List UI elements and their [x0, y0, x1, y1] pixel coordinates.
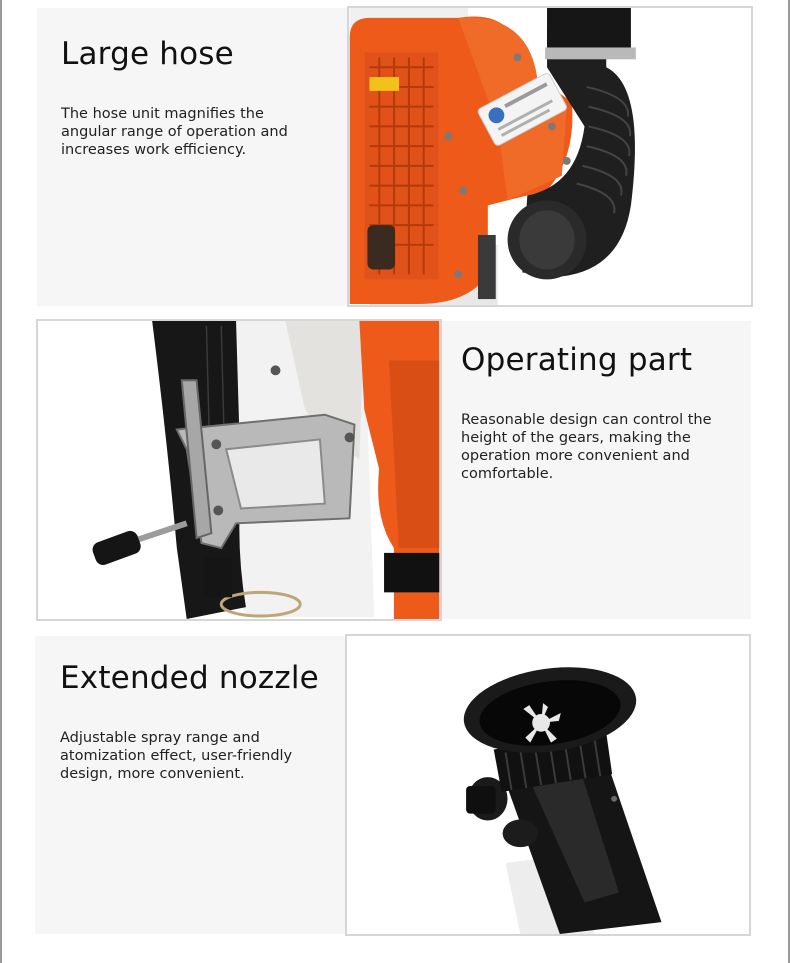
feature-title: Extended nozzle	[60, 660, 319, 696]
feature-description: Adjustable spray range and atomization effect, user-friendly design, more convenient.	[60, 730, 293, 782]
feature-description: Reasonable design can control the height of the gears, making the operation more convenient and comfortable.	[461, 412, 712, 482]
feature-description: The hose unit magnifies the angular range of operation and increases work efficiency.	[61, 106, 288, 158]
feature-title: Operating part	[461, 342, 693, 378]
throttle-lever-photo	[36, 319, 442, 621]
page-frame-left	[0, 0, 2, 963]
spray-nozzle-photo	[345, 634, 751, 936]
feature-title: Large hose	[61, 36, 234, 72]
backpack-blower-hose-photo	[347, 6, 753, 307]
